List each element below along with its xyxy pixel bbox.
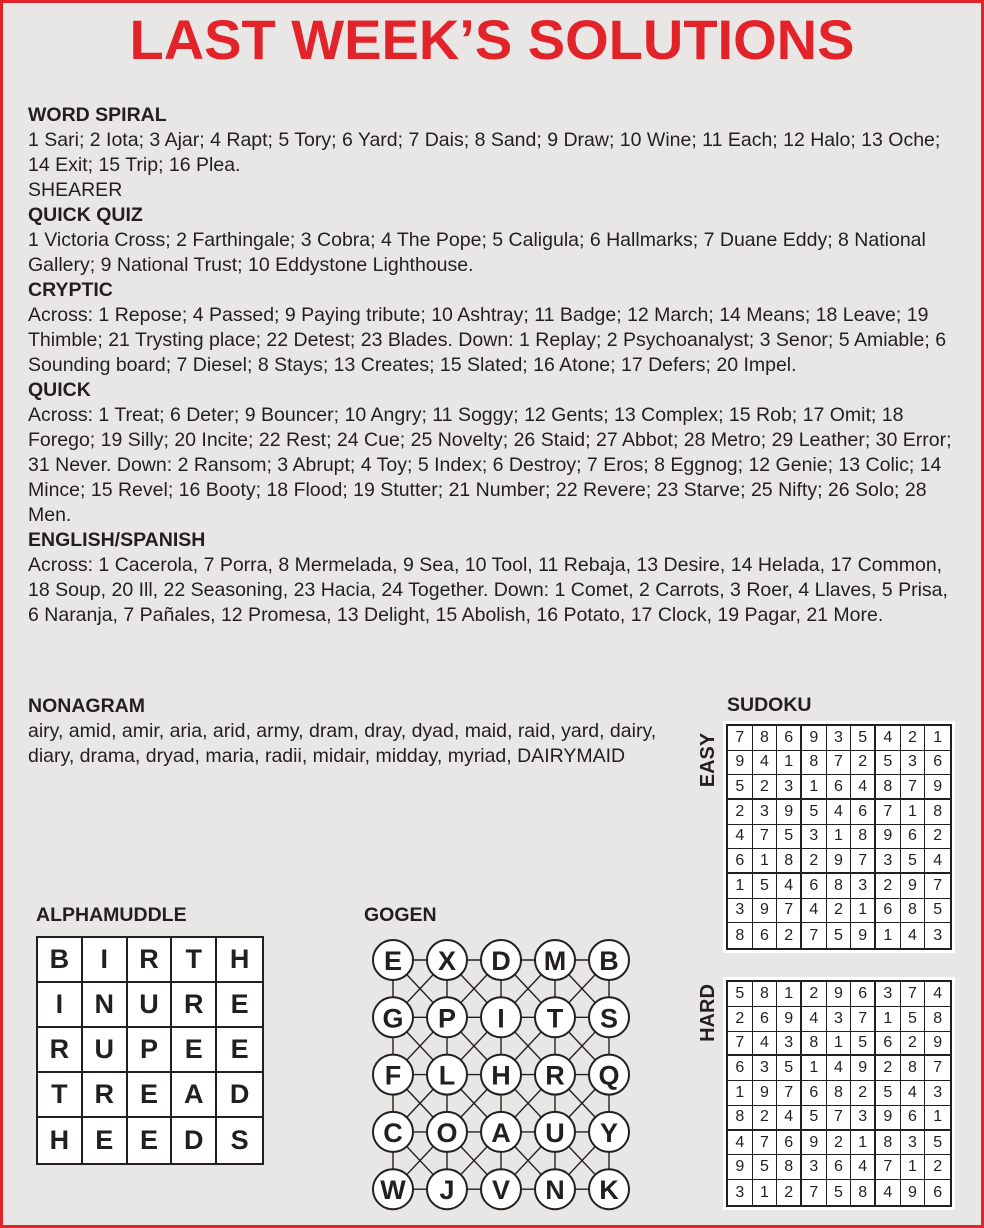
sudoku-cell: 3	[876, 982, 901, 1007]
sudoku-cell: 2	[802, 849, 827, 874]
gogen-letter: H	[491, 1060, 511, 1091]
nonagram-section	[28, 694, 668, 769]
sudoku-cell: 2	[901, 726, 926, 751]
section-heading: CRYPTIC	[28, 279, 113, 301]
sudoku-cell: 5	[802, 1106, 827, 1131]
sudoku-cell: 6	[777, 726, 802, 751]
sudoku-cell: 1	[876, 1007, 901, 1032]
sudoku-cell: 5	[827, 1180, 852, 1205]
sudoku-cell: 5	[876, 751, 901, 776]
sudoku-cell: 2	[827, 1131, 852, 1156]
sudoku-cell: 3	[827, 726, 852, 751]
sudoku-cell: 4	[728, 825, 753, 850]
sudoku-cell: 7	[753, 1131, 778, 1156]
sudoku-cell: 8	[901, 899, 926, 924]
section-keyword: SHEARER	[28, 179, 123, 201]
alphamuddle-cell: E	[128, 1073, 173, 1118]
solutions-text	[28, 103, 958, 628]
sudoku-cell: 9	[753, 1081, 778, 1106]
sudoku-cell: 3	[827, 1007, 852, 1032]
alphamuddle-cell: D	[172, 1118, 217, 1163]
sudoku-cell: 2	[851, 751, 876, 776]
gogen-grid	[364, 932, 636, 1222]
gogen-letter: B	[599, 946, 619, 976]
alphamuddle-cell: P	[128, 1028, 173, 1073]
sudoku-cell: 4	[876, 1180, 901, 1205]
alphamuddle-cell: I	[38, 983, 83, 1028]
sudoku-cell: 9	[876, 1106, 901, 1131]
sudoku-cell: 7	[876, 1155, 901, 1180]
sudoku-cell: 4	[925, 849, 950, 874]
sudoku-cell: 7	[753, 825, 778, 850]
sudoku-cell: 1	[777, 751, 802, 776]
sudoku-cell: 5	[777, 1056, 802, 1081]
sudoku-heading: SUDOKU	[727, 694, 812, 716]
gogen-letter: T	[546, 1003, 564, 1034]
sudoku-cell: 4	[901, 923, 926, 948]
sudoku-cell: 4	[827, 1056, 852, 1081]
gogen-letter: J	[439, 1175, 455, 1206]
gogen-letter: N	[545, 1175, 565, 1206]
gogen-letter: I	[497, 1003, 505, 1034]
alphamuddle-heading: ALPHAMUDDLE	[36, 904, 187, 926]
sudoku-cell: 4	[827, 800, 852, 825]
alphamuddle-cell: U	[128, 983, 173, 1028]
sudoku-cell: 9	[728, 751, 753, 776]
sudoku-cell: 1	[827, 1032, 852, 1057]
sudoku-cell: 1	[901, 1155, 926, 1180]
sudoku-cell: 1	[753, 849, 778, 874]
nonagram-answers: airy, amid, amir, aria, arid, army, dram, dray, dyad, maid, raid, yard, dairy, diary, drama, dryad, maria, radii, midair, midday, myriad, DAIRYMAID	[28, 720, 657, 767]
sudoku-cell: 8	[851, 825, 876, 850]
sudoku-cell: 2	[901, 1032, 926, 1057]
gogen-letter: E	[383, 946, 403, 976]
sudoku-cell: 1	[901, 800, 926, 825]
sudoku-cell: 2	[753, 775, 778, 800]
alphamuddle-cell: R	[83, 1073, 128, 1118]
gogen-letter: O	[436, 1117, 458, 1148]
gogen-letter: M	[543, 946, 567, 976]
sudoku-cell: 2	[827, 899, 852, 924]
gogen-letter: L	[438, 1060, 456, 1091]
sudoku-cell: 7	[851, 849, 876, 874]
sudoku-cell: 4	[802, 899, 827, 924]
sudoku-cell: 7	[802, 1180, 827, 1205]
sudoku-cell: 6	[728, 1056, 753, 1081]
sudoku-cell: 2	[925, 825, 950, 850]
sudoku-cell: 4	[851, 1155, 876, 1180]
sudoku-cell: 5	[753, 874, 778, 899]
sudoku-cell: 3	[728, 1180, 753, 1205]
sudoku-cell: 1	[728, 1081, 753, 1106]
alphamuddle-cell: R	[128, 938, 173, 983]
sudoku-cell: 6	[827, 775, 852, 800]
sudoku-cell: 2	[925, 1155, 950, 1180]
sudoku-cell: 8	[876, 1131, 901, 1156]
sudoku-cell: 3	[777, 775, 802, 800]
sudoku-cell: 9	[851, 1056, 876, 1081]
sudoku-cell: 1	[876, 923, 901, 948]
sudoku-cell: 9	[901, 1180, 926, 1205]
sudoku-cell: 7	[827, 751, 852, 776]
page-title: LAST WEEK’S SOLUTIONS	[129, 8, 855, 71]
sudoku-cell: 7	[802, 923, 827, 948]
alphamuddle-cell: H	[217, 938, 262, 983]
sudoku-cell: 5	[851, 726, 876, 751]
alphamuddle-cell: E	[217, 1028, 262, 1073]
sudoku-cell: 3	[851, 1106, 876, 1131]
sudoku-cell: 1	[851, 899, 876, 924]
sudoku-cell: 3	[753, 1056, 778, 1081]
sudoku-cell: 8	[728, 923, 753, 948]
sudoku-cell: 7	[901, 982, 926, 1007]
sudoku-cell: 5	[851, 1032, 876, 1057]
sudoku-cell: 4	[925, 982, 950, 1007]
sudoku-cell: 9	[851, 923, 876, 948]
sudoku-cell: 2	[802, 982, 827, 1007]
sudoku-cell: 5	[876, 1081, 901, 1106]
gogen-letter: G	[382, 1003, 404, 1034]
sudoku-cell: 9	[777, 1007, 802, 1032]
gogen-heading: GOGEN	[364, 904, 437, 926]
gogen-letter: Q	[598, 1060, 620, 1091]
sudoku-cell: 1	[925, 1106, 950, 1131]
sudoku-cell: 6	[827, 1155, 852, 1180]
sudoku-cell: 1	[802, 775, 827, 800]
alphamuddle-cell: E	[217, 983, 262, 1028]
sudoku-cell: 9	[728, 1155, 753, 1180]
sudoku-cell: 7	[876, 800, 901, 825]
sudoku-cell: 6	[901, 1106, 926, 1131]
sudoku-cell: 4	[901, 1081, 926, 1106]
alphamuddle-cell: H	[38, 1118, 83, 1163]
section-answers: Across: 1 Treat; 6 Deter; 9 Bouncer; 10 Angry; 11 Soggy; 12 Gents; 13 Complex; 15 Rob; 17 Omit; 18 Forego; 19 Silly; 20 Incite; 22 Rest; 24 Cue; 25 Novelty; 26 Staid; 27 Abbot; 28 Metro; 29 Leather; 30 Error; 31 Never. Down: 2 Ransom; 3 Abrupt; 4 Toy; 5 Index; 6 Destroy; 7 Eros; 8 Eggnog; 12 Genie; 13 Colic; 14 Mince; 15 Revel; 16 Booty; 18 Flood; 19 Stutter; 21 Number; 22 Revere; 23 Starve; 25 Nifty; 26 Solo; 28 Men.	[28, 404, 952, 526]
gogen-letter: V	[491, 1175, 511, 1206]
sudoku-cell: 4	[851, 775, 876, 800]
sudoku-cell: 8	[802, 751, 827, 776]
gogen-letter: S	[599, 1003, 619, 1034]
sudoku-cell: 6	[901, 825, 926, 850]
sudoku-easy-grid	[726, 724, 952, 950]
sudoku-cell: 6	[933, 1183, 943, 1201]
section-heading: QUICK QUIZ	[28, 204, 143, 226]
alphamuddle-cell: E	[83, 1118, 128, 1163]
sudoku-cell: 6	[753, 1007, 778, 1032]
sudoku-cell: 2	[876, 874, 901, 899]
sudoku-cell: 3	[802, 825, 827, 850]
alphamuddle-cell: D	[217, 1073, 262, 1118]
gogen-letter: A	[491, 1117, 511, 1148]
sudoku-cell: 7	[777, 899, 802, 924]
sudoku-cell: 4	[753, 751, 778, 776]
sudoku-cell: 8	[777, 1155, 802, 1180]
sudoku-cell: 8	[827, 1081, 852, 1106]
sudoku-cell: 7	[728, 1032, 753, 1057]
sudoku-cell: 1	[925, 726, 950, 751]
sudoku-cell: 9	[876, 825, 901, 850]
gogen-letter: W	[380, 1175, 406, 1206]
section-heading: WORD SPIRAL	[28, 104, 167, 126]
sudoku-cell: 8	[901, 1056, 926, 1081]
sudoku-cell: 7	[728, 726, 753, 751]
sudoku-cell: 7	[925, 874, 950, 899]
sudoku-cell: 1	[777, 982, 802, 1007]
gogen-letter: P	[437, 1003, 457, 1034]
sudoku-cell: 5	[728, 982, 753, 1007]
sudoku-cell: 9	[827, 982, 852, 1007]
sudoku-cell: 8	[827, 874, 852, 899]
alphamuddle-cell: U	[83, 1028, 128, 1073]
sudoku-hard-grid	[726, 980, 952, 1207]
sudoku-cell: 4	[876, 726, 901, 751]
gogen-letter: U	[545, 1117, 565, 1148]
sudoku-cell: 5	[728, 775, 753, 800]
sudoku-cell: 8	[753, 726, 778, 751]
sudoku-cell: 4	[777, 1106, 802, 1131]
section-answers: 1 Victoria Cross; 2 Farthingale; 3 Cobra; 4 The Pope; 5 Caligula; 6 Hallmarks; 7 Duane Eddy; 8 National Gallery; 9 National Trust; 10 Eddystone Lighthouse.	[28, 229, 926, 276]
sudoku-cell: 9	[925, 1032, 950, 1057]
sudoku-cell: 9	[827, 849, 852, 874]
sudoku-cell: 6	[753, 923, 778, 948]
sudoku-cell: 9	[901, 874, 926, 899]
sudoku-cell: 3	[753, 800, 778, 825]
sudoku-cell: 6	[876, 1032, 901, 1057]
alphamuddle-cell: S	[230, 1125, 249, 1155]
sudoku-cell: 3	[933, 926, 943, 944]
sudoku-cell: 8	[728, 1106, 753, 1131]
gogen-letter: X	[437, 946, 457, 976]
alphamuddle-cell: R	[38, 1028, 83, 1073]
sudoku-cell: 5	[777, 825, 802, 850]
sudoku-cell: 5	[901, 849, 926, 874]
sudoku-cell: 5	[901, 1007, 926, 1032]
sudoku-cell: 9	[925, 775, 950, 800]
sudoku-cell: 8	[925, 800, 950, 825]
alphamuddle-cell: E	[172, 1028, 217, 1073]
sudoku-cell: 9	[802, 726, 827, 751]
sudoku-cell: 2	[728, 1007, 753, 1032]
sudoku-cell: 3	[925, 1081, 950, 1106]
gogen-letter: Y	[599, 1117, 619, 1148]
sudoku-cell: 3	[901, 751, 926, 776]
sudoku-cell: 3	[728, 899, 753, 924]
sudoku-cell: 4	[753, 1032, 778, 1057]
sudoku-cell: 8	[777, 849, 802, 874]
sudoku-cell: 8	[925, 1007, 950, 1032]
sudoku-cell: 6	[851, 982, 876, 1007]
sudoku-cell: 6	[802, 874, 827, 899]
sudoku-cell: 1	[728, 874, 753, 899]
gogen-letter: K	[599, 1175, 619, 1206]
sudoku-cell: 6	[777, 1131, 802, 1156]
alphamuddle-cell: T	[172, 938, 217, 983]
sudoku-cell: 6	[876, 899, 901, 924]
sudoku-cell: 1	[802, 1056, 827, 1081]
sudoku-cell: 9	[753, 899, 778, 924]
sudoku-cell: 7	[827, 1106, 852, 1131]
section-heading: QUICK	[28, 379, 91, 401]
sudoku-cell: 5	[827, 923, 852, 948]
alphamuddle-cell: E	[128, 1118, 173, 1163]
section-answers: Across: 1 Repose; 4 Passed; 9 Paying tribute; 10 Ashtray; 11 Badge; 12 March; 14 Means; 18 Leave; 19 Thimble; 21 Trysting place; 22 Detest; 23 Blades. Down: 1 Replay; 2 Psychoanalyst; 3 Senor; 5 Amiable; 6 Sounding board; 7 Diesel; 8 Stays; 13 Creates; 15 Slated; 16 Atone; 17 Defers; 20 Impel.	[28, 304, 947, 376]
sudoku-cell: 6	[802, 1081, 827, 1106]
sudoku-cell: 5	[802, 800, 827, 825]
section-heading: ENGLISH/SPANISH	[28, 529, 206, 551]
nonagram-heading: NONAGRAM	[28, 695, 145, 717]
gogen-letter: R	[545, 1060, 565, 1091]
gogen-letter: D	[491, 946, 511, 976]
sudoku-cell: 5	[925, 1131, 950, 1156]
sudoku-cell: 9	[802, 1131, 827, 1156]
sudoku-cell: 6	[851, 800, 876, 825]
sudoku-cell: 2	[851, 1081, 876, 1106]
alphamuddle-cell: I	[83, 938, 128, 983]
sudoku-hard-label: HARD	[697, 984, 719, 1042]
sudoku-cell: 2	[777, 1180, 802, 1205]
alphamuddle-cell: N	[83, 983, 128, 1028]
sudoku-cell: 4	[728, 1131, 753, 1156]
sudoku-cell: 3	[777, 1032, 802, 1057]
section-answers: Across: 1 Cacerola, 7 Porra, 8 Mermelada, 9 Sea, 10 Tool, 11 Rebaja, 13 Desire, 14 Helada, 17 Common, 18 Soup, 20 Ill, 22 Seasoning, 23 Hacia, 24 Together. Down: 1 Comet, 2 Carrots, 3 Roer, 4 Llaves, 5 Prisa, 6 Naranja, 7 Pañales, 12 Promesa, 13 Delight, 15 Abolish, 16 Potato, 17 Clock, 19 Pagar, 21 More.	[28, 554, 948, 626]
alphamuddle-cell: A	[172, 1073, 217, 1118]
sudoku-cell: 6	[925, 751, 950, 776]
sudoku-cell: 1	[753, 1180, 778, 1205]
sudoku-cell: 2	[876, 1056, 901, 1081]
sudoku-cell: 6	[728, 849, 753, 874]
sudoku-cell: 3	[802, 1155, 827, 1180]
section-answers: 1 Sari; 2 Iota; 3 Ajar; 4 Rapt; 5 Tory; 6 Yard; 7 Dais; 8 Sand; 9 Draw; 10 Wine; 11 Each; 12 Halo; 13 Oche; 14 Exit; 15 Trip; 16 Plea.	[28, 129, 941, 176]
sudoku-cell: 7	[901, 775, 926, 800]
sudoku-cell: 7	[925, 1056, 950, 1081]
gogen-letter: C	[383, 1117, 403, 1148]
sudoku-cell: 8	[876, 775, 901, 800]
sudoku-cell: 4	[802, 1007, 827, 1032]
sudoku-cell: 9	[777, 800, 802, 825]
sudoku-cell: 8	[851, 1180, 876, 1205]
sudoku-cell: 3	[851, 874, 876, 899]
alphamuddle-grid	[36, 936, 264, 1165]
alphamuddle-cell: R	[172, 983, 217, 1028]
sudoku-cell: 2	[728, 800, 753, 825]
sudoku-cell: 3	[901, 1131, 926, 1156]
sudoku-cell: 4	[777, 874, 802, 899]
sudoku-cell: 5	[753, 1155, 778, 1180]
sudoku-cell: 1	[851, 1131, 876, 1156]
sudoku-cell: 3	[876, 849, 901, 874]
sudoku-cell: 5	[925, 899, 950, 924]
sudoku-cell: 7	[777, 1081, 802, 1106]
sudoku-cell: 8	[753, 982, 778, 1007]
sudoku-cell: 1	[827, 825, 852, 850]
alphamuddle-cell: T	[38, 1073, 83, 1118]
sudoku-easy-label: EASY	[697, 732, 719, 788]
alphamuddle-cell: B	[38, 938, 83, 983]
sudoku-cell: 2	[753, 1106, 778, 1131]
sudoku-cell: 2	[777, 923, 802, 948]
sudoku-cell: 8	[802, 1032, 827, 1057]
sudoku-cell: 7	[851, 1007, 876, 1032]
gogen-letter: F	[384, 1060, 402, 1091]
